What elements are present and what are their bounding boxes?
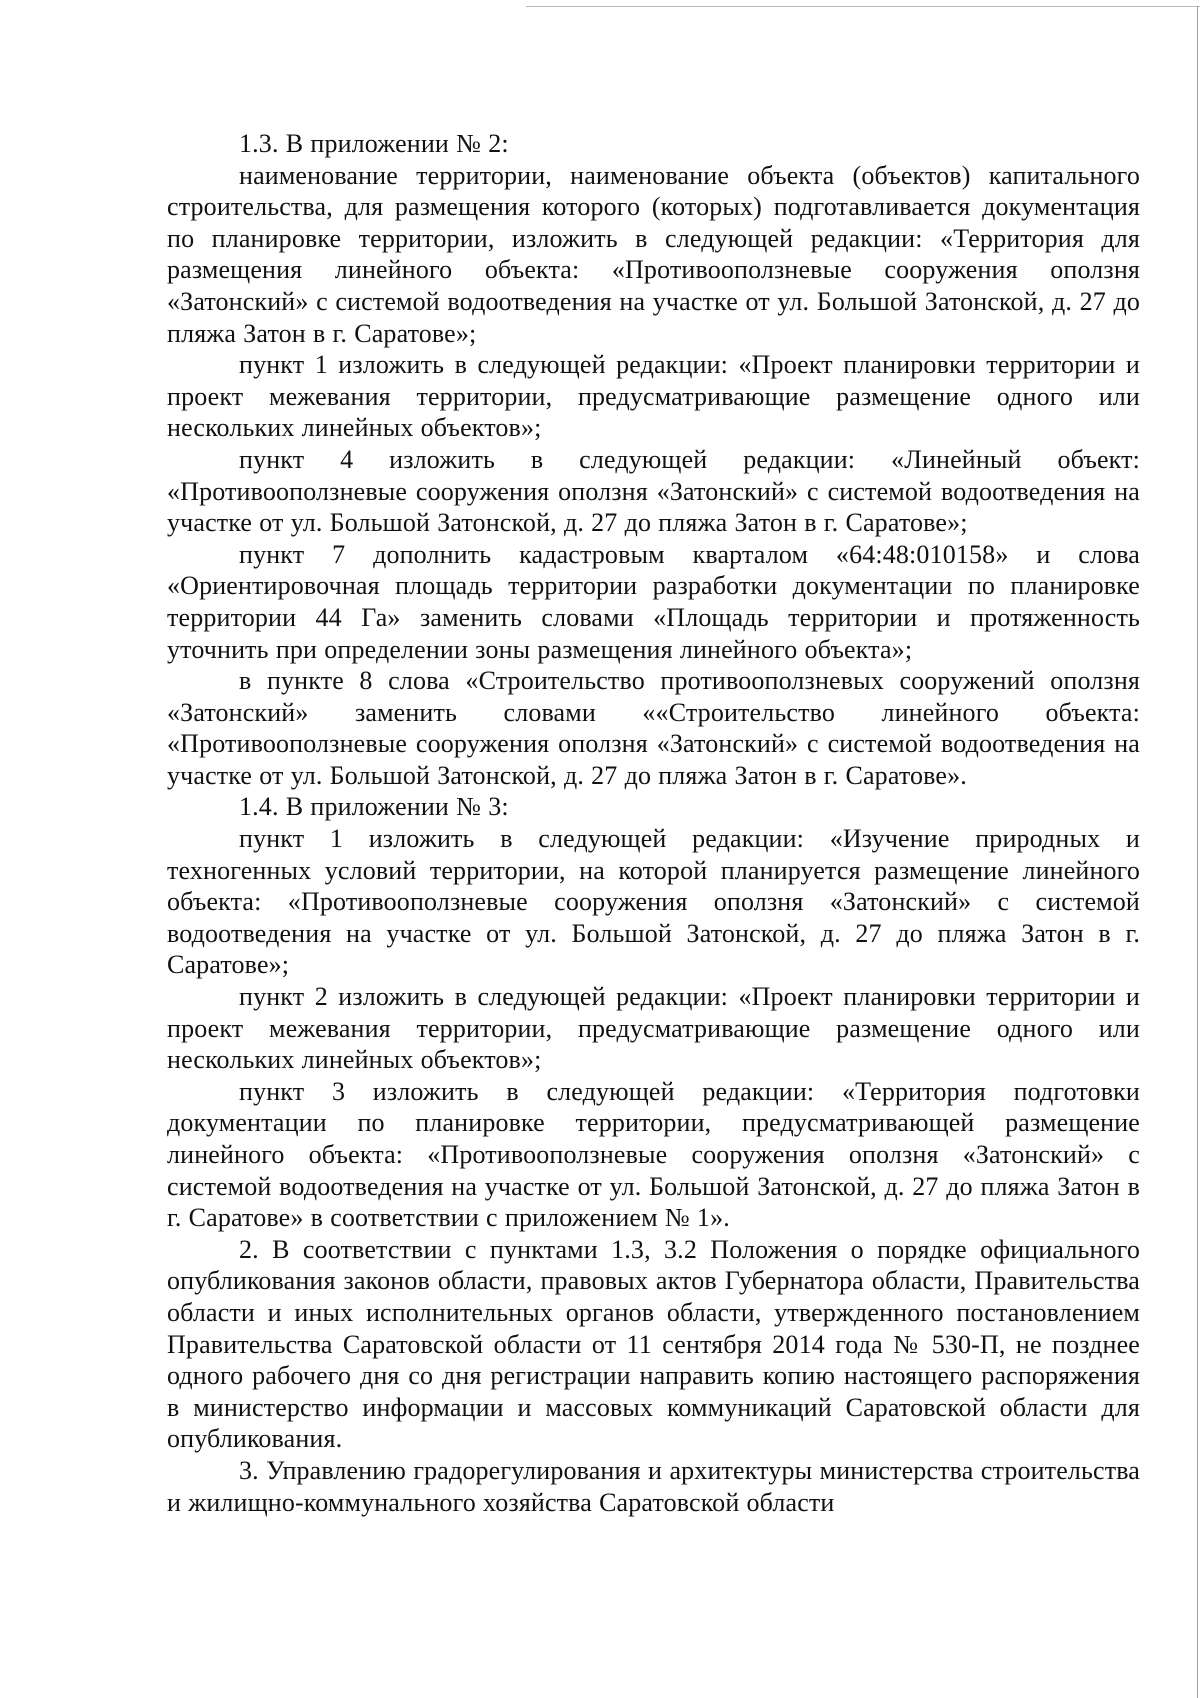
paragraph-1-3-heading: 1.3. В приложении № 2: bbox=[239, 129, 509, 158]
document-body bbox=[167, 128, 1140, 1518]
paragraph-item-1: пункт 1 изложить в следующей редакции: «Проект планировки территории и проект межевания территории, предусматривающие размещение одного или нескольких линейных объектов»; bbox=[167, 350, 1140, 443]
paragraph-territory-name: наименование территории, наименование объекта (объектов) капитального строительства, для размещения которого (которых) подготавливается документация по планировке территории, изложить в следующей редакции: «Территория для размещения линейного объекта: «Противооползневые сооружения оползня «Затонский» с системой водоотведения на участке от ул. Большой Затонской, д. 27 до пляжа Затон в г. Саратове»; bbox=[167, 160, 1140, 348]
scan-edge-right bbox=[1197, 6, 1198, 1698]
paragraph-item-4: пункт 4 изложить в следующей редакции: «Линейный объект: «Противооползневые сооружения оползня «Затонский» с системой водоотведения на участке от ул. Большой Затонской, д. 27 до пляжа Затон в г. Саратове»; bbox=[167, 444, 1140, 538]
paragraph-1-4-heading: 1.4. В приложении № 3: bbox=[239, 792, 509, 822]
paragraph-item-7: пункт 7 дополнить кадастровым кварталом «64:48:010158» и слова «Ориентировочная площадь территории разработки документации по планировке территории 44 Га» заменить словами «Площадь территории и протяженность уточнить при определении зоны размещения линейного объекта»; bbox=[167, 539, 1140, 664]
paragraph-appendix3-item-2: пункт 2 изложить в следующей редакции: «Проект планировки территории и проект межевания территории, предусматривающие размещение одного или нескольких линейных объектов»; bbox=[167, 982, 1140, 1075]
paragraph-section-2: 2. В соответствии с пунктами 1.3, 3.2 Положения о порядке официального опубликования законов области, правовых актов Губернатора области, Правительства области и иных исполнительных органов области, утвержденного постановлением Правительства Саратовской области от 11 сентября 2014 года № 530-П, не позднее одного рабочего дня со дня регистрации направить копию настоящего распоряжения в министерство информации и массовых коммуникаций Саратовской области для опубликования. bbox=[167, 1234, 1140, 1454]
paragraph-item-8: в пункте 8 слова «Строительство противооползневых сооружений оползня «Затонский» заменить словами ««Строительство линейного объекта: «Противооползневые сооружения оползня «Затонский» с системой водоотведения на участке от ул. Большой Затонской, д. 27 до пляжа Затон в г. Саратове». bbox=[167, 666, 1140, 790]
paragraph-appendix3-item-1: пункт 1 изложить в следующей редакции: «Изучение природных и техногенных условий территории, на которой планируется размещение линейного объекта: «Противооползневые сооружения оползня «Затонский» с системой водоотведения на участке от ул. Большой Затонской, д. 27 до пляжа Затон в г. Саратове»; bbox=[167, 824, 1140, 980]
scan-edge-top bbox=[526, 6, 1200, 7]
paragraph-appendix3-item-3: пункт 3 изложить в следующей редакции: «Территория подготовки документации по планировке территории, предусматривающей размещение линейного объекта: «Противооползневые сооружения оползня «Затонский» с системой водоотведения на участке от ул. Большой Затонской, д. 27 до пляжа Затон в г. Саратове» в соответствии с приложением № 1». bbox=[167, 1076, 1140, 1233]
paragraph-section-3: 3. Управлению градорегулирования и архитектуры министерства строительства и жилищно-коммунального хозяйства Саратовской области bbox=[167, 1455, 1140, 1517]
